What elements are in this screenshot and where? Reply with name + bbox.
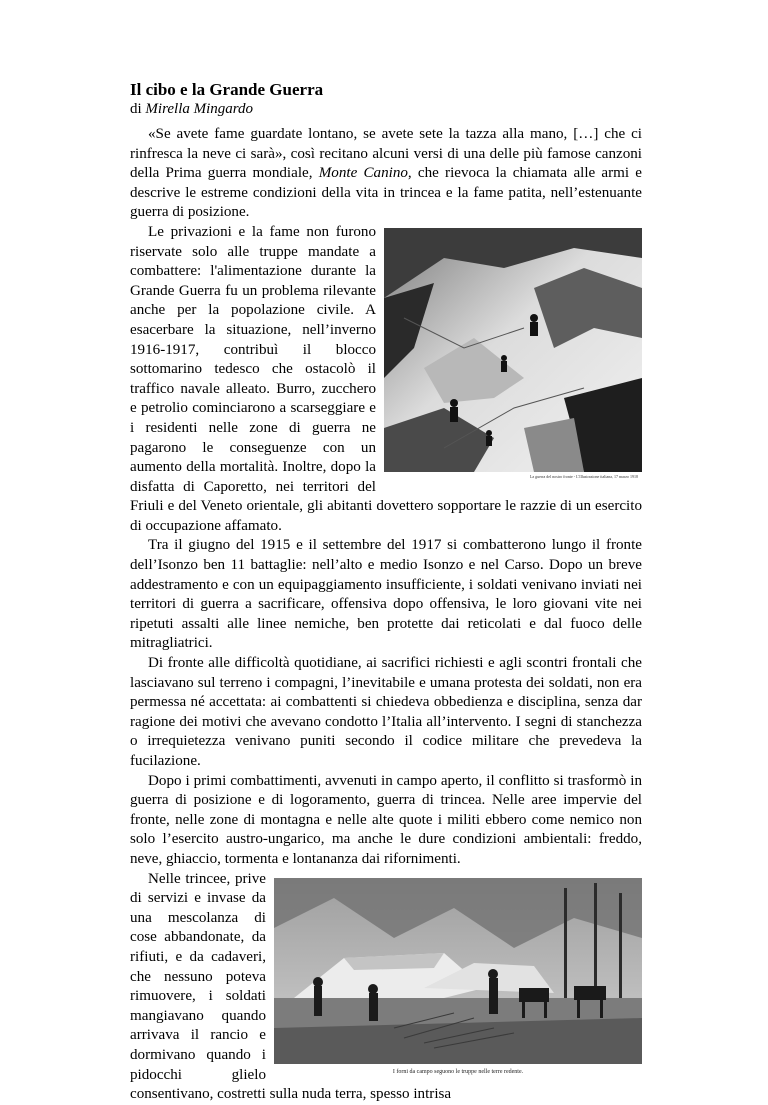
paragraph-1-text-b: , che rievoca la chiamata alle armi e descrive le estreme condizioni della vita in trincea e la fame patita, nell’estenuante guerra di posizione. [130,165,642,221]
paragraph-4: Di fronte alle difficoltà quotidiane, ai sacrifici richiesti e agli scontri frontali che lasciavano sul terreno i compagni, l’inevitabile e umana protesta dei soldati, non era permessa né accettata: ai combattenti si chiedeva obbedienza e disciplina, senza dar ragione dei motivi che avevano condotto l’Italia all’intervento. I segni di stanchezza o irrequietezza venivano puniti secondo il codice militare che prevedeva la fucilazione. [130,655,642,769]
field-ovens-image [274,878,642,1064]
song-title: Monte Canino [318,165,408,182]
byline [130,100,642,119]
paragraph-3: Tra il giugno del 1915 e il settembre del 1917 si combatterono lungo il fronte dell’Isonzo ben 11 battaglie: nell’alto e medio Isonzo e nel Carso. Dopo un breve addestramento e con un equipaggiamento insufficiente, i soldati venivano inviati nei territori di guerra a sacrificare, offensiva dopo offensiva, le loro giovani vite nei ripetuti assalti alle linee nemiche, ben protette dai reticolati e dal fuoco delle mitragliatrici. [130,537,642,652]
author-name: Mirella Mingardo [145,101,254,117]
paragraph-2: Le privazioni e la fame non furono riservate solo alle truppe mandate a combattere: l'alimentazione durante la Grande Guerra fu un problema rilevante anche per la popolazione civile. A esacerbare la situazione, nell’inverno 1916-1917, contribuì il blocco sottomarino tedesco che ostacolò il traffico navale alleato. Burro, zucchero e petrolio cominciarono a scarseggiare e i residenti nelle zone di guerra ne pagarono le conseguenze con un aumento della mortalità. Inoltre, dopo la disfatta di Caporetto, nei territori del Friuli e del Veneto orientale, gli abitanti dovettero sopportare le razzie di un esercito di occupazione affamato. [130,223,642,534]
paragraph-5: Dopo i primi combattimenti, avvenuti in campo aperto, il conflitto si trasformò in guerra di posizione e di logoramento, guerra di trincea. Nelle aree impervie del fronte, nelle zone di montagna e nelle alte quote i militi ebbero come nemico non solo l’esercito austro-ungarico, ma anche le dure condizioni ambientali: freddo, neve, ghiaccio, tormenta e lontananza dai rifornimenti. [130,772,642,867]
field-ovens-photo [274,878,642,1078]
paragraph-1-text-a: «Se avete fame guardate lontano, se avete sete la tazza alla mano, […] che ci rinfresca la neve ci sarà», così recitano alcuni versi di una delle più famose canzoni della Prima guerra mondiale, [130,126,642,182]
mountain-photo-image [384,228,642,480]
mountain-photo-caption: La guerra del nostro fronte - L'Illustrazione italiana, 17 marzo 1918 [529,473,638,479]
article-body [130,125,642,1105]
mountain-trench-photo [384,228,642,480]
document-page [130,80,642,1105]
byline-prefix: di [130,101,146,117]
paragraph-1 [130,125,642,223]
field-ovens-caption: I forni da campo seguono le truppe nelle terre redente. [392,1068,524,1075]
article-title: Il cibo e la Grande Guerra [130,80,324,99]
paragraph-6: Nelle trincee, prive di servizi e invase da una mescolanza di cose abbandonate, da rifiuti, e da cadaveri, che nessuno poteva rimuovere, i soldati mangiavano quando arrivava il rancio e dormivano quando i pidocchi glielo consentivano, costretti sulla nuda terra, spesso intrisa [130,870,452,1103]
